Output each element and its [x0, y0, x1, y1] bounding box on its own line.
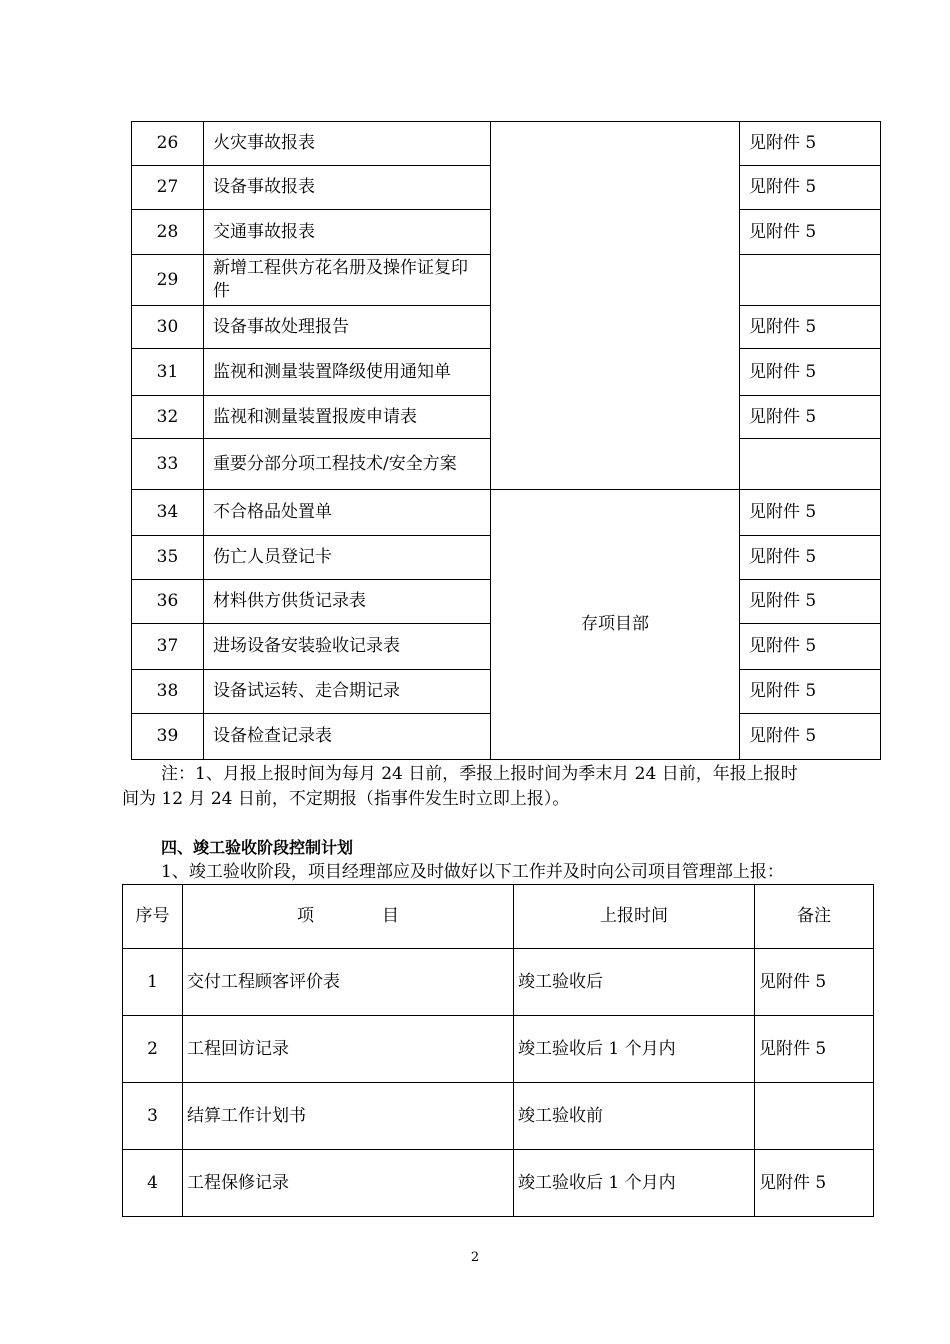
row-note [755, 1083, 874, 1150]
table-row [132, 490, 881, 536]
row-note: 见附件 5 [755, 1016, 874, 1083]
row-number: 31 [132, 349, 204, 396]
row-item: 设备检查记录表 [204, 714, 491, 760]
row-note: 见附件 5 [740, 122, 881, 166]
row-note: 见附件 5 [740, 714, 881, 760]
merged-time-cell: 存项目部 [491, 490, 740, 760]
row-item: 交通事故报表 [204, 210, 491, 255]
table-row [132, 122, 881, 166]
row-item: 新增工程供方花名册及操作证复印件 [204, 255, 491, 306]
row-number: 3 [123, 1083, 183, 1150]
row-note: 见附件 5 [740, 306, 881, 349]
row-number: 26 [132, 122, 204, 166]
header-item: 项 目 [183, 885, 514, 949]
row-note: 见附件 5 [740, 210, 881, 255]
row-item: 伤亡人员登记卡 [204, 536, 491, 580]
row-note: 见附件 5 [740, 349, 881, 396]
row-note: 见附件 5 [740, 490, 881, 536]
section-4-intro: 1、竣工验收阶段，项目经理部应及时做好以下工作并及时向公司项目管理部上报： [161, 862, 784, 882]
table-row [123, 1083, 874, 1150]
row-item: 进场设备安装验收记录表 [204, 624, 491, 670]
row-time: 竣工验收前 [514, 1083, 755, 1150]
row-time: 竣工验收后 1 个月内 [514, 1150, 755, 1217]
row-number: 33 [132, 439, 204, 490]
row-number: 27 [132, 166, 204, 210]
row-number: 4 [123, 1150, 183, 1217]
row-number: 35 [132, 536, 204, 580]
row-note: 见附件 5 [740, 624, 881, 670]
row-item: 设备试运转、走合期记录 [204, 670, 491, 714]
row-note [740, 439, 881, 490]
page-number: 2 [470, 1250, 480, 1265]
report-forms-table [131, 121, 881, 760]
header-no: 序号 [123, 885, 183, 949]
section-4-title: 四、竣工验收阶段控制计划 [161, 838, 354, 857]
row-item: 设备事故报表 [204, 166, 491, 210]
row-note: 见附件 5 [740, 670, 881, 714]
row-number: 38 [132, 670, 204, 714]
row-item: 工程回访记录 [183, 1016, 514, 1083]
table-row [123, 1150, 874, 1217]
row-number: 30 [132, 306, 204, 349]
row-number: 28 [132, 210, 204, 255]
table-header-row [123, 885, 874, 949]
row-note: 见附件 5 [740, 580, 881, 624]
note-line-1: 注：1、月报上报时间为每月 24 日前，季报上报时间为季末月 24 日前，年报上报时 [161, 764, 798, 784]
row-time: 竣工验收后 [514, 949, 755, 1016]
table-row [123, 1016, 874, 1083]
row-number: 29 [132, 255, 204, 306]
completion-acceptance-table [122, 884, 874, 1217]
row-number: 34 [132, 490, 204, 536]
note-line-2: 间为 12 月 24 日前，不定期报（指事件发生时立即上报）。 [122, 789, 570, 809]
row-item: 火灾事故报表 [204, 122, 491, 166]
row-item: 监视和测量装置降级使用通知单 [204, 349, 491, 396]
row-note: 见附件 5 [755, 949, 874, 1016]
row-item: 结算工作计划书 [183, 1083, 514, 1150]
row-number: 39 [132, 714, 204, 760]
row-item: 不合格品处置单 [204, 490, 491, 536]
row-note: 见附件 5 [740, 396, 881, 439]
row-number: 1 [123, 949, 183, 1016]
row-note: 见附件 5 [740, 536, 881, 580]
row-note: 见附件 5 [755, 1150, 874, 1217]
row-item: 材料供方供货记录表 [204, 580, 491, 624]
header-time: 上报时间 [514, 885, 755, 949]
row-time: 竣工验收后 1 个月内 [514, 1016, 755, 1083]
header-note: 备注 [755, 885, 874, 949]
row-item: 重要分部分项工程技术/安全方案 [204, 439, 491, 490]
row-item: 工程保修记录 [183, 1150, 514, 1217]
time-cell-empty [491, 122, 740, 490]
row-number: 36 [132, 580, 204, 624]
row-item: 交付工程顾客评价表 [183, 949, 514, 1016]
row-number: 2 [123, 1016, 183, 1083]
row-note: 见附件 5 [740, 166, 881, 210]
row-number: 37 [132, 624, 204, 670]
row-note [740, 255, 881, 306]
row-number: 32 [132, 396, 204, 439]
table-row [123, 949, 874, 1016]
row-item: 设备事故处理报告 [204, 306, 491, 349]
row-item: 监视和测量装置报废申请表 [204, 396, 491, 439]
